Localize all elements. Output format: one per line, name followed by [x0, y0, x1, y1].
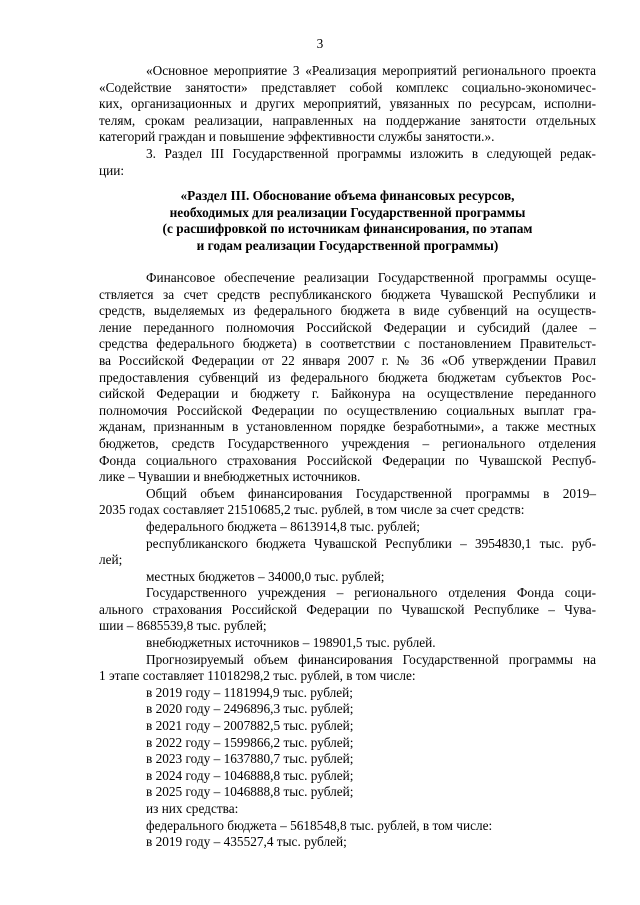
year-line: в 2019 году – 1181994,9 тыс. рублей; — [146, 684, 353, 700]
text-line: Общий объем финансирования Государственной программы в 2019– — [146, 485, 596, 501]
text-line: 2035 годах составляет 21510685,2 тыс. рублей, в том числе за счет средств: — [99, 502, 525, 518]
year-line: в 2025 году – 1046888,8 тыс. рублей; — [146, 784, 354, 800]
text-line: 3. Раздел III Государственной программы изложить в следующей редак- — [146, 145, 596, 161]
text-line: средства федерального бюджета) в соответствии с постановлением Правительст- — [99, 336, 596, 352]
year-line: в 2022 году – 1599866,2 тыс. рублей; — [146, 734, 354, 750]
text-line: сийской Федерации и бюджету г. Байконура на осуществление переданного — [99, 386, 596, 402]
text-line: федерального бюджета – 8613914,8 тыс. рублей; — [146, 518, 420, 534]
text-line: Фонда социального страхования Российской Федерации по Чувашской Респуб- — [99, 452, 596, 468]
text-line: ствляется за счет средств республиканского бюджета Чувашской Республики и — [99, 286, 596, 302]
text-line: бюджетов, средств Государственного учреждения – регионального отделения — [99, 435, 596, 451]
body-text — [99, 270, 596, 851]
text-line: внебюджетных источников – 198901,5 тыс. рублей. — [146, 635, 436, 651]
text-line: телям, срокам реализации, направленных на поддержание занятости отдельных — [99, 112, 596, 128]
heading-line: «Раздел III. Обоснование объема финансовых ресурсов, — [180, 188, 515, 203]
heading-line: необходимых для реализации Государственной программы — [169, 204, 526, 220]
text-line: жданам, признанным в установленном порядке безработными», а также местных — [99, 419, 596, 435]
year-line: в 2020 году – 2496896,3 тыс. рублей; — [146, 701, 354, 717]
text-line: 1 этапе составляет 11018298,2 тыс. рублей, в том числе: — [99, 668, 416, 684]
text-line: Государственного учреждения – регионального отделения Фонда соци- — [146, 585, 596, 601]
text-line: «Содействие занятости» представляет собой комплекс социально-экономичес- — [99, 79, 596, 95]
text-line: Финансовое обеспечение реализации Государственной программы осуще- — [146, 270, 596, 285]
text-line: полномочия Российской Федерации по осуществлению социальных выплат гра- — [99, 402, 596, 418]
year-line: в 2024 году – 1046888,8 тыс. рублей; — [146, 767, 354, 783]
text-line: лике – Чувашии и внебюджетных источников. — [99, 469, 361, 485]
text-line: ление переданного полномочия Российской Федерации и субсидий (далее – — [99, 319, 596, 335]
text-line: средств, выделяемых из федерального бюджета в виде субвенций на осуществ- — [99, 303, 596, 319]
heading-line: и годам реализации Государственной программы) — [196, 237, 499, 253]
section-heading — [99, 188, 596, 254]
text-line: предоставления субвенций из федерального бюджета бюджетам субъектов Рос- — [99, 369, 596, 385]
text-line: ва Российской Федерации от 22 января 2007 г. № 36 «Об утверждении Правил — [99, 352, 596, 368]
text-line: «Основное мероприятие 3 «Реализация мероприятий регионального проекта — [146, 63, 596, 78]
text-line: республиканского бюджета Чувашской Республики – 3954830,1 тыс. руб- — [146, 535, 596, 551]
text-line: категорий граждан и повышение эффективности службы занятости.». — [99, 129, 495, 145]
text-line: ких, организационных и других мероприятий, увязанных по ресурсам, исполни- — [99, 96, 596, 112]
text-line: лей; — [99, 552, 123, 568]
text-line: ции: — [99, 162, 125, 178]
text-line: шии – 8685539,8 тыс. рублей; — [99, 618, 267, 634]
text-line: федерального бюджета – 5618548,8 тыс. рублей, в том числе: — [146, 817, 493, 833]
text-line: местных бюджетов – 34000,0 тыс. рублей; — [146, 568, 385, 584]
page-number: 3 — [316, 36, 324, 51]
intro-paragraph-1 — [99, 63, 596, 179]
text-line: из них средства: — [146, 801, 239, 816]
heading-line: (с расшифровкой по источникам финансирования, по этапам — [162, 221, 533, 237]
year-line: в 2019 году – 435527,4 тыс. рублей; — [146, 834, 347, 850]
text-line: Прогнозируемый объем финансирования Государственной программы на — [146, 651, 596, 667]
year-line: в 2023 году – 1637880,7 тыс. рублей; — [146, 751, 354, 767]
year-line: в 2021 году – 2007882,5 тыс. рублей; — [146, 718, 354, 734]
text-line: ального страхования Российской Федерации по Чувашской Республике – Чува- — [99, 601, 596, 617]
